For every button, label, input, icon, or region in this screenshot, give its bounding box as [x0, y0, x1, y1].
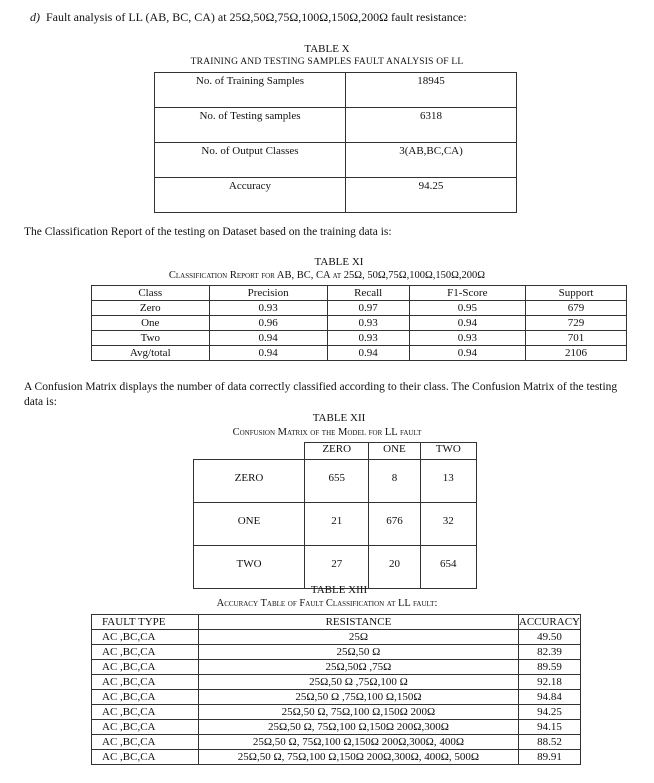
metric-cell: 0.97 [327, 301, 409, 316]
column-header: Support [526, 286, 627, 301]
matrix-cell: 655 [305, 460, 369, 503]
section-heading [30, 10, 467, 25]
metric-cell: 0.95 [409, 301, 525, 316]
class-cell: Two [92, 331, 210, 346]
row-value: 6318 [346, 108, 517, 143]
resistance-cell: 25Ω,50 Ω, 75Ω,100 Ω,150Ω 200Ω,300Ω [199, 720, 519, 735]
matrix-cell: 8 [369, 460, 420, 503]
table-row [155, 143, 517, 178]
column-header: Precision [209, 286, 327, 301]
column-header: FAULT TYPE [92, 615, 199, 630]
accuracy-cell: 92.18 [518, 675, 580, 690]
row-label: No. of Output Classes [155, 143, 346, 178]
column-header: Class [92, 286, 210, 301]
table-row [92, 750, 581, 765]
fault-type-cell: AC ,BC,CA [92, 750, 199, 765]
table-row [92, 735, 581, 750]
accuracy-cell: 89.91 [518, 750, 580, 765]
fault-type-cell: AC ,BC,CA [92, 705, 199, 720]
accuracy-cell: 88.52 [518, 735, 580, 750]
table-row [92, 346, 627, 361]
table-x [154, 72, 517, 213]
table-row [92, 316, 627, 331]
table-xiii-number: TABLE XIII [310, 584, 368, 596]
table-xiii-header [92, 615, 581, 630]
table-xii [193, 442, 477, 589]
resistance-cell: 25Ω,50Ω ,75Ω [199, 660, 519, 675]
header-row [92, 286, 627, 301]
matrix-cell: 21 [305, 503, 369, 546]
row-label: ZERO [194, 460, 305, 503]
matrix-cell: 676 [369, 503, 420, 546]
accuracy-cell: 82.39 [518, 645, 580, 660]
row-value: 18945 [346, 73, 517, 108]
paragraph-classification-intro: The Classification Report of the testing on Dataset based on the training data is: [24, 226, 392, 238]
column-header: Recall [327, 286, 409, 301]
row-label: No. of Training Samples [155, 73, 346, 108]
table-row [194, 503, 477, 546]
table-row [92, 705, 581, 720]
accuracy-cell: 94.25 [518, 705, 580, 720]
resistance-cell: 25Ω,50 Ω, 75Ω,100 Ω,150Ω 200Ω,300Ω, 400Ω [199, 735, 519, 750]
table-row [92, 645, 581, 660]
table-row [92, 630, 581, 645]
metric-cell: 0.93 [209, 301, 327, 316]
resistance-cell: 25Ω,50 Ω ,75Ω,100 Ω,150Ω [199, 690, 519, 705]
fault-type-cell: AC ,BC,CA [92, 690, 199, 705]
accuracy-cell: 94.15 [518, 720, 580, 735]
table-x-number: TABLE X [304, 43, 350, 55]
fault-type-cell: AC ,BC,CA [92, 675, 199, 690]
column-header: RESISTANCE [199, 615, 519, 630]
table-xiii-body [92, 630, 581, 765]
table-row [92, 331, 627, 346]
row-label: ONE [194, 503, 305, 546]
class-cell: Avg/total [92, 346, 210, 361]
resistance-cell: 25Ω,50 Ω, 75Ω,100 Ω,150Ω 200Ω [199, 705, 519, 720]
matrix-cell: 13 [420, 460, 476, 503]
table-xi-number: TABLE XI [314, 256, 364, 268]
metric-cell: 701 [526, 331, 627, 346]
section-heading-text: Fault analysis of LL (AB, BC, CA) at 25Ω,50Ω,75Ω,100Ω,150Ω,200Ω fault resistance: [46, 10, 467, 24]
table-xii-body [194, 443, 477, 589]
table-xiii-title: Accuracy Table of Fault Classification at LL fault: [216, 598, 438, 609]
metric-cell: 0.93 [409, 331, 525, 346]
row-label: No. of Testing samples [155, 108, 346, 143]
metric-cell: 0.94 [409, 346, 525, 361]
table-row [92, 301, 627, 316]
class-cell: One [92, 316, 210, 331]
column-header: ZERO [305, 443, 369, 460]
metric-cell: 679 [526, 301, 627, 316]
table-xi [91, 285, 627, 361]
table-xii-title: Confusion Matrix of the Model for LL fault [232, 427, 422, 438]
metric-cell: 0.94 [209, 346, 327, 361]
resistance-cell: 25Ω [199, 630, 519, 645]
resistance-cell: 25Ω,50 Ω [199, 645, 519, 660]
row-label: Accuracy [155, 178, 346, 213]
table-x-title: TRAINING AND TESTING SAMPLES FAULT ANALYSIS OF LL [190, 57, 464, 67]
metric-cell: 0.93 [327, 331, 409, 346]
metric-cell: 0.93 [327, 316, 409, 331]
table-row [194, 546, 477, 589]
table-row [155, 108, 517, 143]
table-xi-title: Classification Report for AB, BC, CA at 25Ω, 50Ω,75Ω,100Ω,150Ω,200Ω [168, 270, 486, 281]
table-row [92, 720, 581, 735]
header-row [194, 443, 477, 460]
row-value: 94.25 [346, 178, 517, 213]
metric-cell: 0.94 [327, 346, 409, 361]
column-header: TWO [420, 443, 476, 460]
table-row [92, 675, 581, 690]
table-xi-body [92, 301, 627, 361]
accuracy-cell: 49.50 [518, 630, 580, 645]
table-x-body [155, 73, 517, 213]
table-row [92, 660, 581, 675]
table-row [155, 73, 517, 108]
matrix-cell: 27 [305, 546, 369, 589]
metric-cell: 0.94 [209, 331, 327, 346]
table-xii-number: TABLE XII [312, 412, 366, 424]
row-value: 3(AB,BC,CA) [346, 143, 517, 178]
column-header: F1-Score [409, 286, 525, 301]
paragraph-confusion-intro: A Confusion Matrix displays the number of data correctly classified according to their class. The Confusion Matrix of the testing data is: [24, 381, 618, 408]
table-row [92, 690, 581, 705]
resistance-cell: 25Ω,50 Ω, 75Ω,100 Ω,150Ω 200Ω,300Ω, 400Ω, 500Ω [199, 750, 519, 765]
column-header: ACCURACY [518, 616, 580, 628]
matrix-cell: 654 [420, 546, 476, 589]
matrix-cell: 20 [369, 546, 420, 589]
metric-cell: 0.96 [209, 316, 327, 331]
section-label: d) [30, 10, 40, 24]
table-row [155, 178, 517, 213]
fault-type-cell: AC ,BC,CA [92, 660, 199, 675]
metric-cell: 729 [526, 316, 627, 331]
accuracy-cell: 94.84 [518, 690, 580, 705]
table-xiii [91, 614, 581, 765]
metric-cell: 0.94 [409, 316, 525, 331]
class-cell: Zero [92, 301, 210, 316]
header-row [92, 615, 581, 630]
metric-cell: 2106 [526, 346, 627, 361]
accuracy-cell: 89.59 [518, 660, 580, 675]
fault-type-cell: AC ,BC,CA [92, 720, 199, 735]
corner-cell [194, 443, 305, 460]
resistance-cell: 25Ω,50 Ω ,75Ω,100 Ω [199, 675, 519, 690]
fault-type-cell: AC ,BC,CA [92, 735, 199, 750]
column-header: ONE [369, 443, 420, 460]
table-row [194, 460, 477, 503]
matrix-cell: 32 [420, 503, 476, 546]
table-xi-header [92, 286, 627, 301]
fault-type-cell: AC ,BC,CA [92, 645, 199, 660]
row-label: TWO [194, 546, 305, 589]
fault-type-cell: AC ,BC,CA [92, 630, 199, 645]
